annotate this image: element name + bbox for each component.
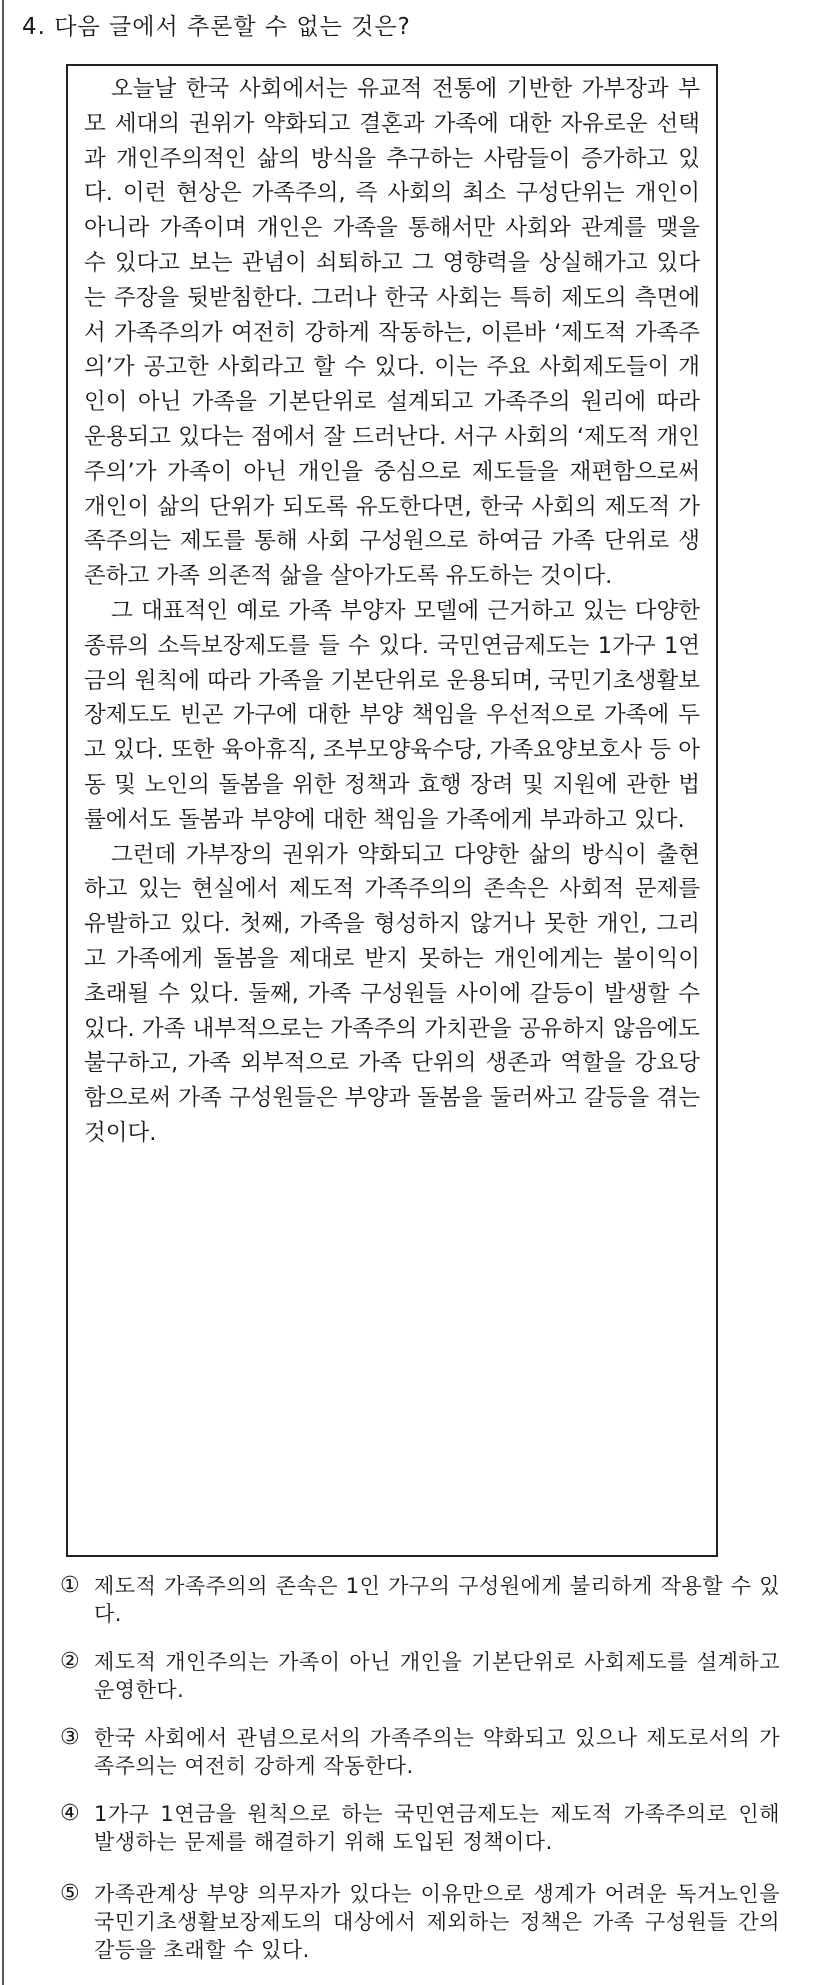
choice-number: ④ xyxy=(60,1801,81,1826)
choice-4[interactable] xyxy=(60,1800,780,1856)
choice-text: 제도적 가족주의의 존속은 1인 가구의 구성원에게 불리하게 작용할 수 있다. xyxy=(94,1574,780,1626)
passage-paragraph-3: 그런데 가부장의 권위가 약화되고 다양한 삶의 방식이 출현하고 있는 현실에서 제도적 가족주의의 존속은 사회적 문제를 유발하고 있다. 첫째, 가족을 형성하지 않거나 못한 개인, 그리고 가족에게 돌봄을 제대로 받지 못하는 개인에게는 불이익이 초래될 수 있다. 둘째, 가족 구성원들 사이에 갈등이 발생할 수 있다. 가족 내부적으로는 가족주의 가치관을 공유하지 않음에도 불구하고, 가족 외부적으로 가족 단위의 생존과 역할을 강요당함으로써 가족 구성원들은 부양과 돌봄을 둘러싸고 갈등을 겪는 것이다. xyxy=(84,841,700,1146)
question-stem: 4. 다음 글에서 추론할 수 없는 것은? xyxy=(22,14,411,40)
choice-text: 제도적 개인주의는 가족이 아닌 개인을 기본단위로 사회제도를 설계하고 운영한다. xyxy=(94,1650,780,1702)
passage-paragraph-2: 그 대표적인 예로 가족 부양자 모델에 근거하고 있는 다양한 종류의 소득보장제도를 들 수 있다. 국민연금제도는 1가구 1연금의 원칙에 따라 가족을 기본단위로 운용되며, 국민기초생활보장제도도 빈곤 가구에 대한 부양 책임을 우선적으로 가족에 두고 있다. 또한 육아휴직, 조부모양육수당, 가족요양보호사 등 아동 및 노인의 돌봄을 위한 정책과 효행 장려 및 지원에 관한 법률에서도 돌봄과 부양에 대한 책임을 가족에게 부과하고 있다. xyxy=(84,597,700,833)
choice-5[interactable] xyxy=(60,1880,780,1964)
passage-text xyxy=(84,72,700,1151)
choice-text: 가족관계상 부양 의무자가 있다는 이유만으로 생계가 어려운 독거노인을 국민기초생활보장제도의 대상에서 제외하는 정책은 가족 구성원들 간의 갈등을 초래할 수 있다. xyxy=(94,1882,780,1962)
choice-1[interactable] xyxy=(60,1572,780,1628)
choice-number: ③ xyxy=(60,1725,81,1750)
answer-choices xyxy=(60,1572,780,1964)
left-margin-rule xyxy=(2,0,4,1985)
choice-2[interactable] xyxy=(60,1648,780,1704)
choice-number: ② xyxy=(60,1649,81,1674)
choice-3[interactable] xyxy=(60,1724,780,1780)
passage-paragraph-1: 오늘날 한국 사회에서는 유교적 전통에 기반한 가부장과 부모 세대의 권위가 약화되고 결혼과 가족에 대한 자유로운 선택과 개인주의적인 삶의 방식을 추구하는 사람들이 증가하고 있다. 이런 현상은 가족주의, 즉 사회의 최소 구성단위는 개인이 아니라 가족이며 개인은 가족을 통해서만 사회와 관계를 맺을 수 있다고 보는 관념이 쇠퇴하고 그 영향력을 상실해가고 있다는 주장을 뒷받침한다. 그러나 한국 사회는 특히 제도의 측면에서 가족주의가 여전히 강하게 작동하는, 이른바 ‘제도적 가족주의’가 공고한 사회라고 할 수 있다. 이는 주요 사회제도들이 개인이 아닌 가족을 기본단위로 설계되고 가족주의 원리에 따라 운용되고 있다는 점에서 잘 드러난다. 서구 사회의 ‘제도적 개인주의’가 가족이 아닌 개인을 중심으로 제도들을 재편함으로써 개인이 삶의 단위가 되도록 유도한다면, 한국 사회의 제도적 가족주의는 제도를 통해 사회 구성원으로 하여금 가족 단위로 생존하고 가족 의존적 삶을 살아가도록 유도하는 것이다. xyxy=(84,76,700,590)
choice-number: ⑤ xyxy=(60,1881,81,1906)
choice-text: 1가구 1연금을 원칙으로 하는 국민연금제도는 제도적 가족주의로 인해 발생하는 문제를 해결하기 위해 도입된 정책이다. xyxy=(94,1802,780,1854)
choice-number: ① xyxy=(60,1573,81,1598)
choice-text: 한국 사회에서 관념으로서의 가족주의는 약화되고 있으나 제도로서의 가족주의는 여전히 강하게 작동한다. xyxy=(94,1726,780,1778)
